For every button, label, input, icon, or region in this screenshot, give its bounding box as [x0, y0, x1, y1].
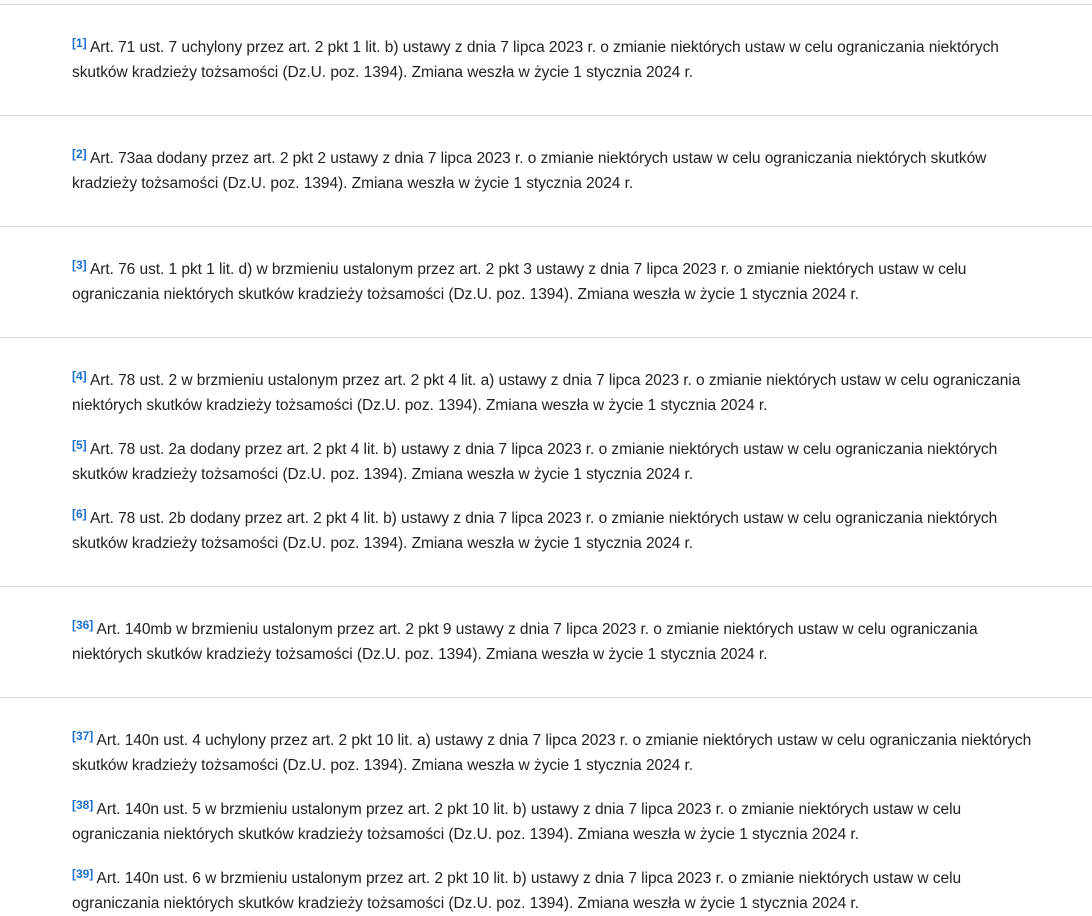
footnote-group — [0, 116, 1092, 227]
footnote — [72, 728, 1032, 778]
footnote-group — [0, 338, 1092, 587]
footnote — [72, 257, 1032, 307]
footnote-ref-link[interactable]: [39] — [72, 867, 94, 881]
footnote — [72, 866, 1032, 916]
footnote — [72, 797, 1032, 847]
footnote — [72, 506, 1032, 556]
footnote-ref-link[interactable]: [5] — [72, 438, 87, 452]
footnote — [72, 437, 1032, 487]
footnote-text: Art. 140n ust. 5 w brzmieniu ustalonym przez art. 2 pkt 10 lit. b) ustawy z dnia 7 lipca 2023 r. o zmianie niektórych ustaw w celu ograniczania niektórych skutków kradzieży tożsamości (Dz.U. poz. 1394). Zmiana weszła w życie 1 stycznia 2024 r. — [72, 801, 962, 843]
footnote-ref-link[interactable]: [37] — [72, 729, 94, 743]
footnote-group — [0, 587, 1092, 698]
footnote-ref-link[interactable]: [6] — [72, 507, 87, 521]
footnote-group — [0, 227, 1092, 338]
footnote-group — [0, 698, 1092, 916]
footnote-ref-link[interactable]: [4] — [72, 369, 87, 383]
footnote-text: Art. 140n ust. 4 uchylony przez art. 2 pkt 10 lit. a) ustawy z dnia 7 lipca 2023 r. o zmianie niektórych ustaw w celu ograniczania niektórych skutków kradzieży tożsamości (Dz.U. poz. 1394). Zmiana weszła w życie 1 stycznia 2024 r. — [72, 732, 1032, 774]
footnote — [72, 35, 1032, 85]
footnote-ref-link[interactable]: [36] — [72, 618, 94, 632]
footnote — [72, 617, 1032, 667]
footnote-text: Art. 140mb w brzmieniu ustalonym przez art. 2 pkt 9 ustawy z dnia 7 lipca 2023 r. o zmianie niektórych ustaw w celu ograniczania niektórych skutków kradzieży tożsamości (Dz.U. poz. 1394). Zmiana weszła w życie 1 stycznia 2024 r. — [72, 621, 978, 663]
footnote-ref-link[interactable]: [2] — [72, 147, 87, 161]
footnote-text: Art. 73aa dodany przez art. 2 pkt 2 ustawy z dnia 7 lipca 2023 r. o zmianie niektórych ustaw w celu ograniczania niektórych skutków kradzieży tożsamości (Dz.U. poz. 1394). Zmiana weszła w życie 1 stycznia 2024 r. — [72, 150, 987, 192]
footnote — [72, 146, 1032, 196]
footnote-text: Art. 78 ust. 2b dodany przez art. 2 pkt 4 lit. b) ustawy z dnia 7 lipca 2023 r. o zmianie niektórych ustaw w celu ograniczania niektórych skutków kradzieży tożsamości (Dz.U. poz. 1394). Zmiana weszła w życie 1 stycznia 2024 r. — [72, 510, 998, 552]
footnote-text: Art. 76 ust. 1 pkt 1 lit. d) w brzmieniu ustalonym przez art. 2 pkt 3 ustawy z dnia 7 lipca 2023 r. o zmianie niektórych ustaw w celu ograniczania niektórych skutków kradzieży tożsamości (Dz.U. poz. 1394). Zmiana weszła w życie 1 stycznia 2024 r. — [72, 261, 967, 303]
footnote — [72, 368, 1032, 418]
footnote-text: Art. 78 ust. 2 w brzmieniu ustalonym przez art. 2 pkt 4 lit. a) ustawy z dnia 7 lipca 2023 r. o zmianie niektórych ustaw w celu ograniczania niektórych skutków kradzieży tożsamości (Dz.U. poz. 1394). Zmiana weszła w życie 1 stycznia 2024 r. — [72, 372, 1021, 414]
footnote-ref-link[interactable]: [1] — [72, 36, 87, 50]
footnote-text: Art. 71 ust. 7 uchylony przez art. 2 pkt 1 lit. b) ustawy z dnia 7 lipca 2023 r. o zmianie niektórych ustaw w celu ograniczania niektórych skutków kradzieży tożsamości (Dz.U. poz. 1394). Zmiana weszła w życie 1 stycznia 2024 r. — [72, 39, 999, 81]
footnote-group — [0, 5, 1092, 116]
footnote-text: Art. 78 ust. 2a dodany przez art. 2 pkt 4 lit. b) ustawy z dnia 7 lipca 2023 r. o zmianie niektórych ustaw w celu ograniczania niektórych skutków kradzieży tożsamości (Dz.U. poz. 1394). Zmiana weszła w życie 1 stycznia 2024 r. — [72, 441, 998, 483]
footnote-text: Art. 140n ust. 6 w brzmieniu ustalonym przez art. 2 pkt 10 lit. b) ustawy z dnia 7 lipca 2023 r. o zmianie niektórych ustaw w celu ograniczania niektórych skutków kradzieży tożsamości (Dz.U. poz. 1394). Zmiana weszła w życie 1 stycznia 2024 r. — [72, 870, 962, 912]
footnote-ref-link[interactable]: [38] — [72, 798, 94, 812]
footnotes-list — [0, 5, 1092, 916]
footnote-ref-link[interactable]: [3] — [72, 258, 87, 272]
